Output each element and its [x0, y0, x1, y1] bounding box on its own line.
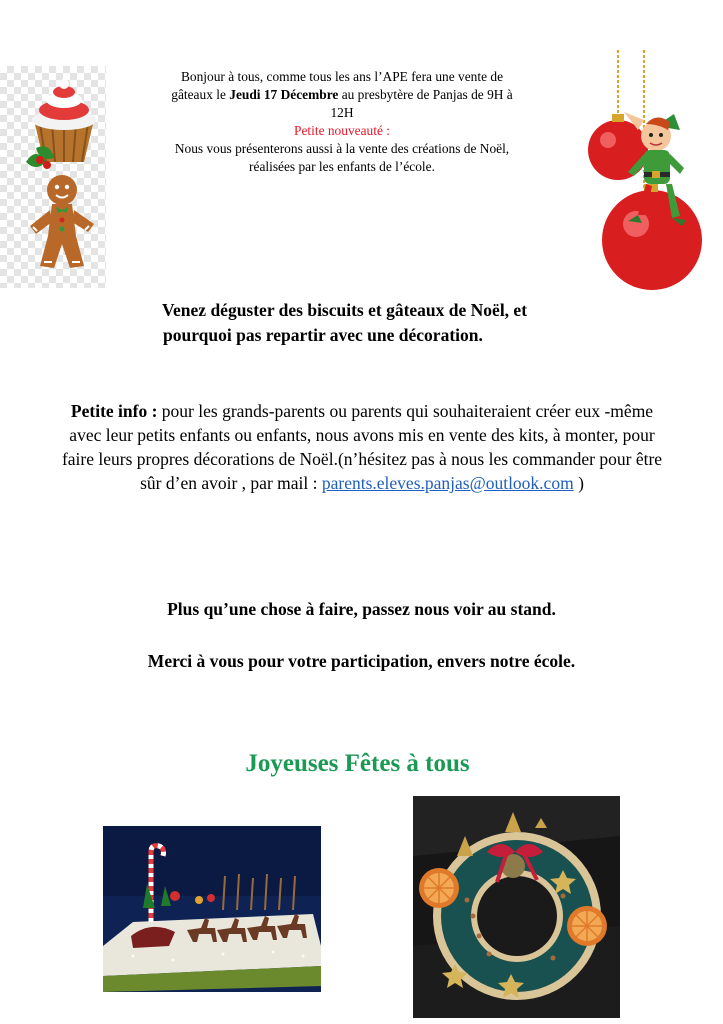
sleigh-reindeer-craft-photo — [103, 826, 321, 992]
headline-line: pourquoi pas repartir avec une décoration. — [163, 325, 483, 345]
christmas-wreath-photo — [413, 796, 620, 1018]
intro-block — [112, 68, 572, 176]
left-illustrations — [0, 66, 106, 288]
info-text: pour les grands-parents ou parents qui souhaiteraient créer eux -même avec leur petits enfants ou enfants, nous avons mis en vente des kits, à monter, pour faire leurs propres décorations de Noël.(n’hésitez pas à nous les commander pour être sûr d’en avoir , par mail : — [61, 401, 663, 493]
event-date: Jeudi 17 Décembre — [229, 87, 339, 102]
cupcake-icon — [26, 79, 96, 169]
intro-line: Nous vous présenterons aussi à la vente des créations de Noël, — [174, 141, 510, 156]
info-paragraph — [60, 399, 664, 495]
gingerbread-man-icon — [30, 175, 94, 268]
email-link[interactable]: parents.eleves.panjas@outlook.com — [321, 473, 574, 493]
intro-text: au presbytère de Panjas de 9H à — [338, 87, 513, 102]
intro-line: Bonjour à tous, comme tous les ans l’APE fera une vente de — [180, 69, 504, 84]
intro-date-line — [112, 86, 572, 104]
novelty-heading: Petite nouveauté : — [294, 123, 390, 138]
info-label: Petite info : — [70, 401, 158, 421]
headline-line: Venez déguster des biscuits et gâteaux de Noël, et — [162, 300, 528, 320]
info-closing: ) — [573, 473, 584, 493]
greeting-heading: Joyeuses Fêtes à tous — [245, 750, 470, 777]
intro-text: gâteaux le — [171, 87, 230, 102]
headline — [150, 298, 630, 348]
call-to-action: Plus qu’une chose à faire, passez nous voir au stand. — [167, 599, 556, 619]
elf-ornament-illustration — [580, 50, 710, 295]
thanks-line: Merci à vous pour votre participation, envers notre école. — [147, 651, 576, 671]
intro-line: réalisées par les enfants de l’école. — [249, 159, 435, 174]
intro-line: 12H — [330, 105, 354, 120]
